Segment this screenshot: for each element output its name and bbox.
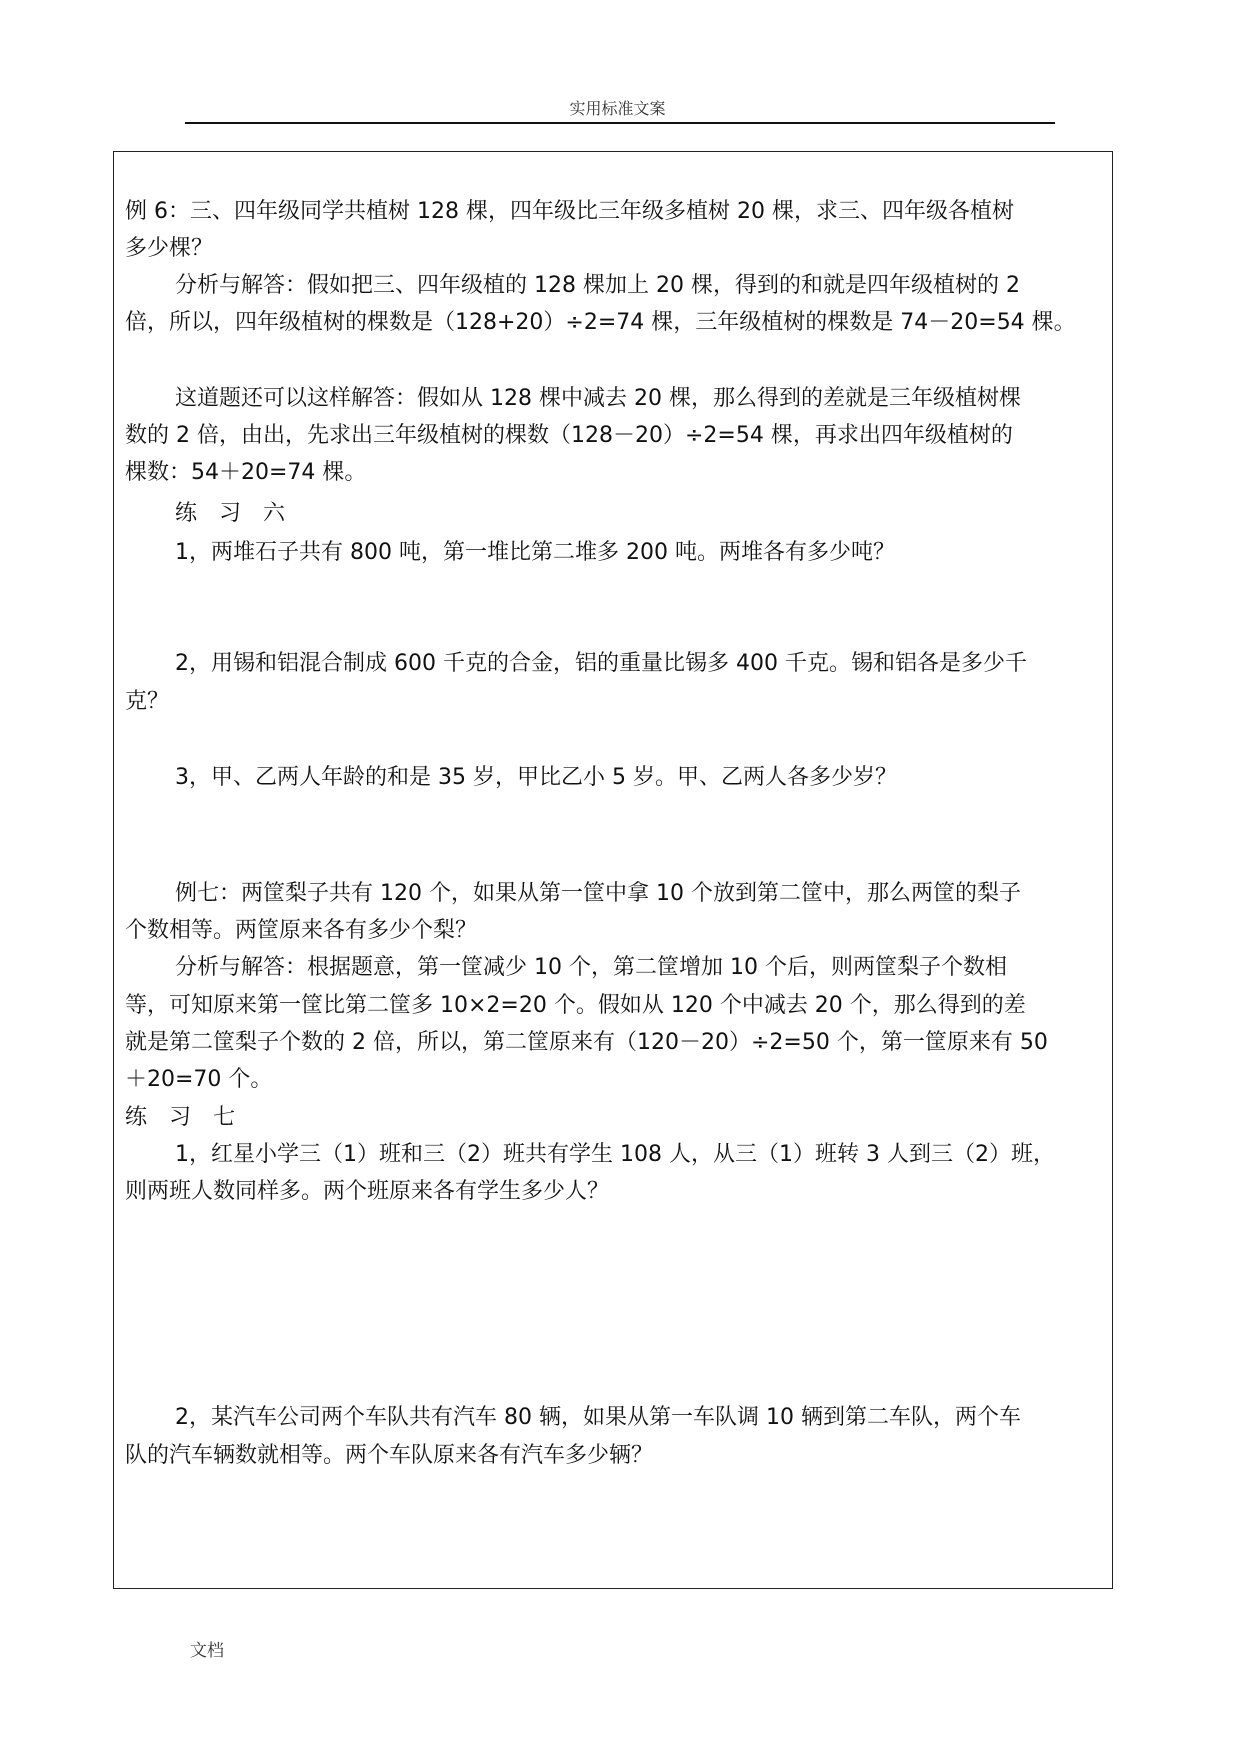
example-6-alt-line-2: 数的 2 倍，由出，先求出三年级植树的棵数（128－20）÷2=54 棵，再求出四年级植树的 xyxy=(125,423,1013,448)
practice-7-question-2-line-2: 队的汽车辆数就相等。两个车队原来各有汽车多少辆？ xyxy=(125,1443,654,1468)
example-7-analysis-line-1: 分析与解答：根据题意，第一筐减少 10 个，第二筐增加 10 个后，则两筐梨子个数相 xyxy=(175,955,1007,980)
example-6-alt-line-1: 这道题还可以这样解答：假如从 128 棵中减去 20 棵，那么得到的差就是三年级植树棵 xyxy=(175,386,1021,411)
page-header-title: 实用标准文案 xyxy=(569,99,666,118)
example-7-analysis-line-2: 等，可知原来第一筐比第二筐多 10×2=20 个。假如从 120 个中减去 20 个，那么得到的差 xyxy=(125,993,1026,1018)
content-frame xyxy=(113,151,1113,1589)
header-divider xyxy=(185,122,1055,124)
page-footer-label: 文档 xyxy=(190,1641,224,1661)
practice-7-title: 练 习 七 xyxy=(125,1105,236,1130)
example-7-line-2: 个数相等。两筐原来各有多少个梨？ xyxy=(125,918,478,943)
example-6-line-2: 多少棵？ xyxy=(125,236,214,261)
example-7-line-1: 例七：两筐梨子共有 120 个，如果从第一筐中拿 10 个放到第二筐中，那么两筐的梨子 xyxy=(175,881,1021,906)
practice-6-question-3: 3，甲、乙两人年龄的和是 35 岁，甲比乙小 5 岁。甲、乙两人各多少岁？ xyxy=(175,765,897,790)
example-6-line-1: 例 6：三、四年级同学共植树 128 棵，四年级比三年级多植树 20 棵，求三、四年级各植树 xyxy=(125,199,1014,224)
practice-7-question-1-line-2: 则两班人数同样多。两个班原来各有学生多少人？ xyxy=(125,1179,610,1204)
practice-7-question-1-line-1: 1，红星小学三（1）班和三（2）班共有学生 108 人，从三（1）班转 3 人到三（2）班， xyxy=(175,1142,1055,1167)
example-7-analysis-line-3: 就是第二筐梨子个数的 2 倍，所以，第二筐原来有（120－20）÷2=50 个，第一筐原来有 50 xyxy=(125,1030,1048,1055)
practice-6-title: 练 习 六 xyxy=(175,501,286,526)
practice-7-question-2-line-1: 2，某汽车公司两个车队共有汽车 80 辆，如果从第一车队调 10 辆到第二车队，两个车 xyxy=(175,1405,1021,1430)
practice-6-question-2-line-2: 克？ xyxy=(125,689,170,714)
practice-6-question-1: 1，两堆石子共有 800 吨，第一堆比第二堆多 200 吨。两堆各有多少吨？ xyxy=(175,540,895,565)
example-6-alt-line-3: 棵数：54＋20=74 棵。 xyxy=(125,460,367,485)
example-6-analysis-line-1: 分析与解答：假如把三、四年级植的 128 棵加上 20 棵，得到的和就是四年级植树的 2 xyxy=(175,273,1020,298)
practice-6-question-2-line-1: 2，用锡和铝混合制成 600 千克的合金，铝的重量比锡多 400 千克。锡和铝各是多少千 xyxy=(175,651,1027,676)
example-6-analysis-line-2: 倍，所以，四年级植树的棵数是（128+20）÷2=74 棵，三年级植树的棵数是 74－20=54 棵。 xyxy=(125,310,1076,335)
example-7-analysis-line-4: ＋20=70 个。 xyxy=(125,1067,273,1092)
